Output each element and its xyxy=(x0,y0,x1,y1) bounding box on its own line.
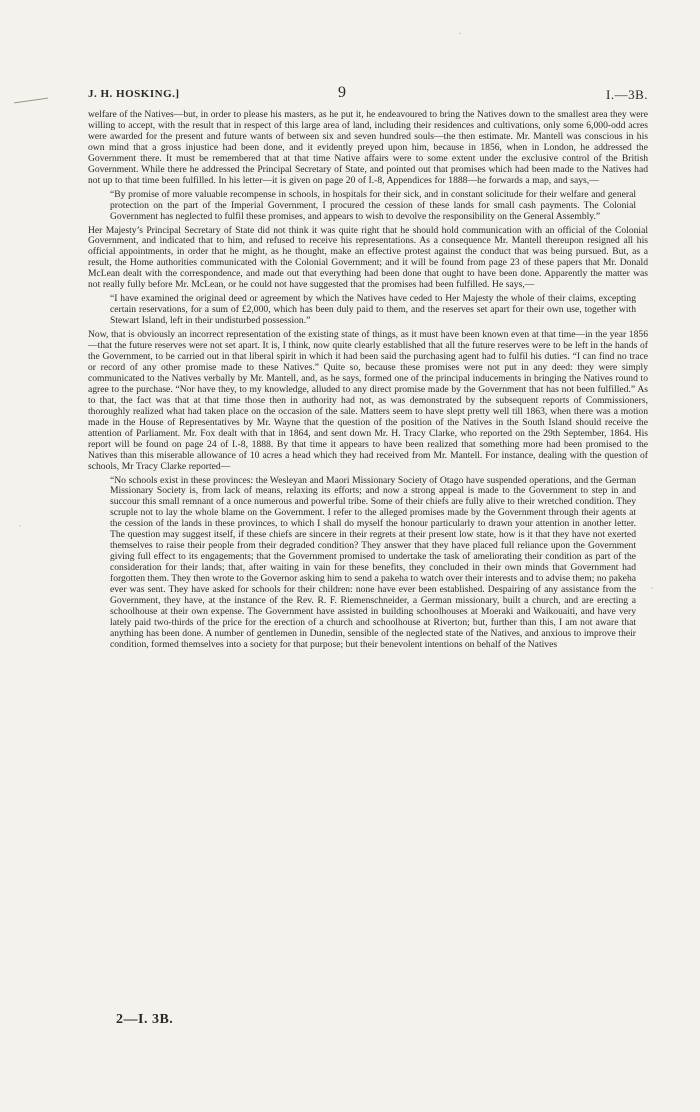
paragraph: Now, that is obviously an incorrect representation of the existing state of things, as it must have been known even at that time—in the year 1856—that the future reserves were not set apart. It is, I think, now quite clearly established that all the future reserves were to be left in the hands of the Government, to be carried out in that liberal spirit in which it had been said the purchasing agent had to fulfil his duties. “I can find no trace or record of any other promise made to these Natives.” Quite so, because these promises were not put in any deed: they were simply communicated to the Natives verbally by Mr. Mantell, and, as he says, formed one of the principal inducements in bringing the Natives round to agree to the purchase. “Nor have they, to my knowledge, alluded to any direct promise made by the Government that has not been fulfilled.” As to that, the fact was that at that time those then in authority had not, as was demonstrated by the subsequent reports of Commissioners, thoroughly realized what had taken place on the occasion of the sale. Matters seem to have slept pretty well till 1863, when there was a motion made in the House of Representatives by Mr. Wayne that the question of the position of the Natives in the South Island should receive the attention of Parliament. Mr. Fox dealt with that in 1864, and sent down Mr. H. Tracy Clarke, who reported on the 29th September, 1864. His report will be found on page 24 of I.-8, 1888. By that time it appears to have been realized that something more had been promised to the Natives than this miserable allowance of 10 acres a head which they had received from Mr. Mantell. For instance, dealing with the question of schools, Mr Tracy Clarke reported— xyxy=(88,329,648,472)
document-page xyxy=(88,84,648,654)
page-header xyxy=(88,84,648,106)
paragraph: Her Majesty’s Principal Secretary of State did not think it was quite right that he should hold communication with an official of the Colonial Government, and indicated that to him, and refused to receive his representations. As a consequence Mr. Mantell thereupon resigned all his official appointments, in order that he might, as he thought, make an effective protest against the conduct that was being pursued. But, as a result, the Home authorities communicated with the Colonial Government; and it will be found from page 23 of these papers that Mr. Donald McLean dealt with the correspondence, and made out that everything had been done that ought to have been done. Apparently the matter was not really fully before Mr. McLean, or he could not have suggested that the promises had been fulfilled. He says,— xyxy=(88,224,648,291)
paragraph: welfare of the Natives—but, in order to please his masters, as he put it, he endeavoured to bring the Natives down to the smallest area they were willing to accept, with the result that in respect of this large area of land, including their residences and cultivations, only some 6,000-odd acres were awarded for the present and future wants of between six and seven hundred souls—the then estimate. Mr. Mantell was conscious in his own mind that a gross injustice had been done, and it evidently preyed upon him, because in 1856, when in London, he addressed the Government there. It must be remembered that at that time Native affairs were to some extent under the exclusive control of the British Government. While there he addressed the Principal Secretary of State, and pointed out that promises which had been made to the Natives had not up to that time been fulfilled. In his letter—it is given on page 20 of I.-8, Appendices for 1888—he forwards a map, and says,— xyxy=(88,109,648,186)
block-quote: “By promise of more valuable recompense in schools, in hospitals for their sick, and in constant solicitude for their welfare and general protection on the part of the Imperial Government, I procured the cession of these lands for small cash payments. The Colonial Government has neglected to fulfil these promises, and appears to wish to devolve the responsibility on the General Assembly.” xyxy=(110,188,636,222)
block-quote: “I have examined the original deed or agreement by which the Natives have ceded to Her Majesty the whole of their claims, excepting certain reservations, for a sum of £2,000, which has been duly paid to them, and the reserves set apart for their own use, together with Stewart Island, left in their undisturbed possession.” xyxy=(110,293,636,327)
document-reference: I.—3B. xyxy=(606,87,648,102)
page-body xyxy=(88,110,648,651)
speck-mark: · xyxy=(458,28,462,40)
page-number: 9 xyxy=(338,84,347,101)
margin-speck: ˋ xyxy=(18,524,22,536)
margin-pen-mark xyxy=(14,98,48,104)
running-head-author: J. H. HOSKING.] xyxy=(88,88,180,100)
signature-mark: 2—I. 3B. xyxy=(116,1012,174,1027)
margin-speck-right: ˋ xyxy=(650,586,654,598)
block-quote: “No schools exist in these provinces: the Wesleyan and Maori Missionary Society of Otago have suspended operations, and the German Missionary Society is, from lack of means, relaxing its efforts; and now a strong appeal is made to the Government to step in and succour this small remnant of a once numerous and powerful tribe. Some of their chiefs are fully alive to their wretched condition. They scruple not to lay the whole blame on the Government. I refer to the alleged promises made by the Government through their agents at the cession of the lands in these provinces, to which I shall do myself the honour particularly to drawn your attention in another letter. The question may suggest itself, if these chiefs are sincere in their regrets at their present low state, how is it that they have not exerted themselves to raise their people from their degraded condition? They answer that they have placed full reliance upon the Government giving full effect to its engagements; that the Government promised to undertake the task of ameliorating their condition as part of the consideration for their lands; that, after waiting in vain for these benefits, they concluded in their own minds that Government had forgotten them. They then wrote to the Governor asking him to send a pakeha to watch over their interests and to advise them; no pakeha ever was sent. They have asked for schools for their children: none have ever been established. Despairing of any assistance from the Government, they have, at the instance of the Rev. R. F. Riemenschneider, a German missionary, built a church, and are erecting a schoolhouse at their own expense. The Government have assisted in building schoolhouses at Moeraki and Waikouaiti, and have very lately paid two-thirds of the price for the erection of a church and schoolhouse at Riverton; but, further than this, I am not aware that anything has been done. A number of gentlemen in Dunedin, sensible of the neglected state of the Natives, and anxious to improve their condition, formed themselves into a society for that purpose; but their benevolent intentions on behalf of the Natives xyxy=(110,474,636,650)
